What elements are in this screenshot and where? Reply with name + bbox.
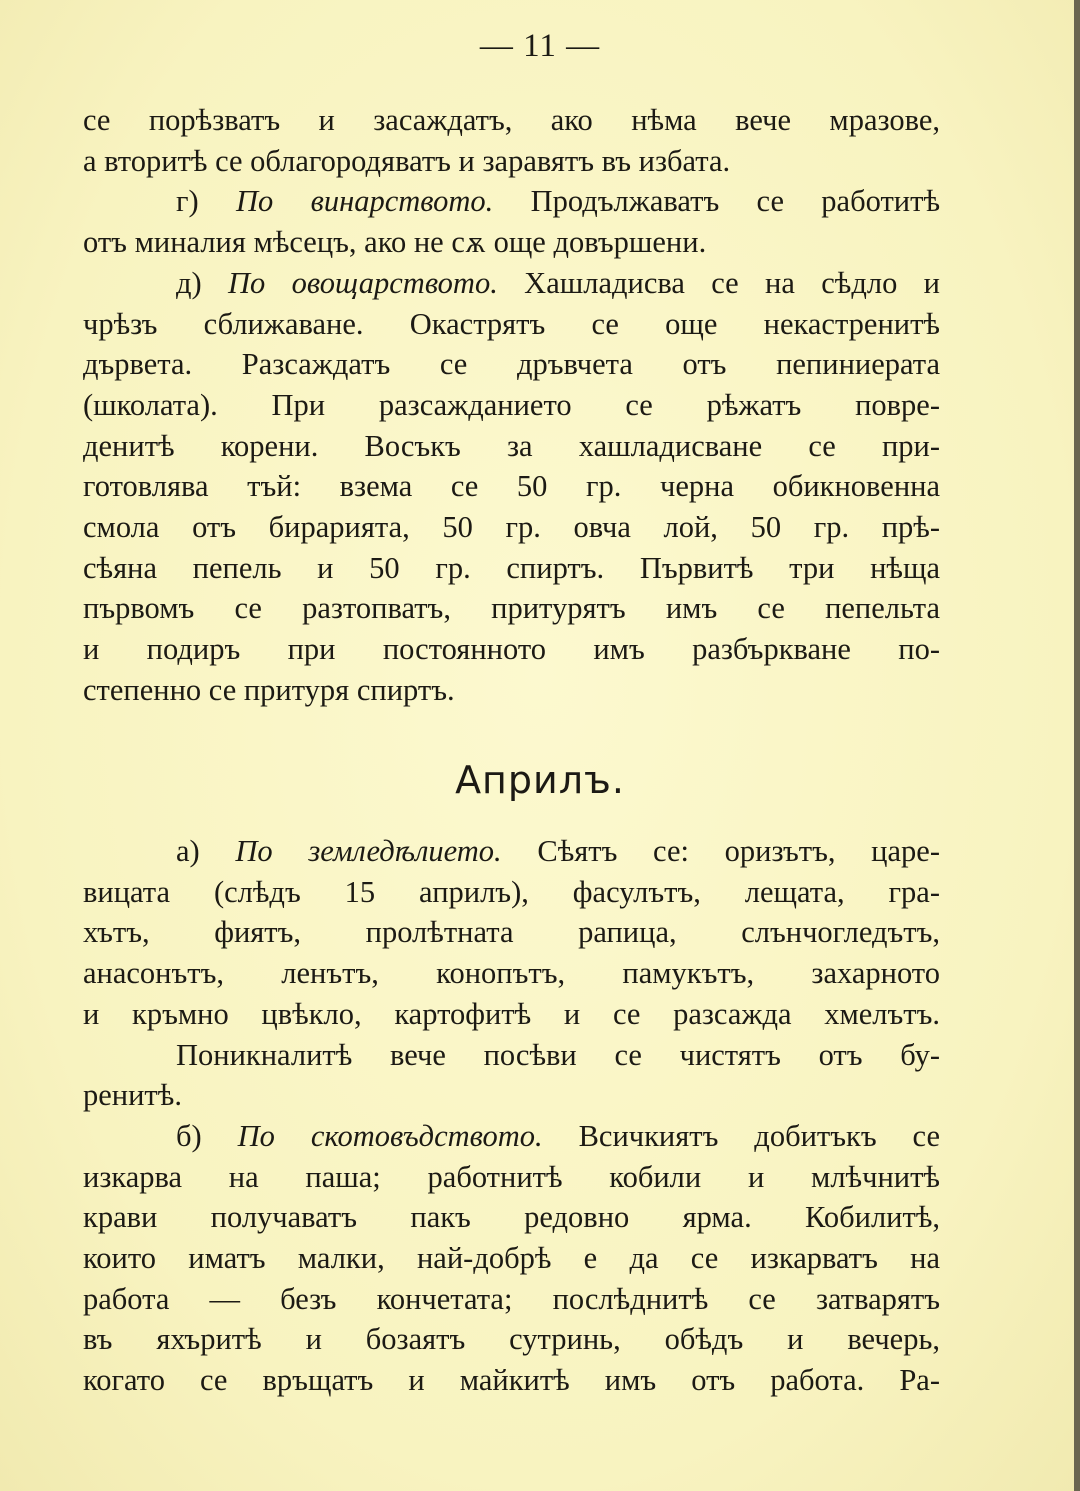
text-line — [83, 263, 940, 304]
text-line — [83, 1075, 940, 1116]
text-line — [83, 100, 940, 141]
text-line — [83, 466, 940, 507]
line-text: вицата (слѣдъ 15 априлъ), фасулътъ, лещата, гра- — [83, 874, 940, 909]
line-text: въ яхъритѣ и бозаятъ сутринь, обѣдъ и вечерь, — [83, 1322, 940, 1357]
line-text: които иматъ малки, най-добрѣ е да се изкарватъ на — [83, 1241, 940, 1276]
text-line — [83, 344, 940, 385]
text-line — [83, 304, 940, 345]
line-text: чрѣзъ сближаване. Окастрятъ се още некастренитѣ — [83, 306, 940, 341]
line-text: работа — безъ кончетата; послѣднитѣ се затварятъ — [83, 1281, 940, 1316]
paragraph-block-march — [83, 100, 940, 711]
text-line — [83, 222, 940, 263]
paragraph-block-april — [83, 831, 940, 1401]
line-text: Хашладисва се на сѣдло и — [497, 265, 940, 300]
line-text: и подиръ при постоянното имъ разбъркване по- — [83, 632, 940, 667]
line-text: Поникналитѣ вече посѣви се чистятъ отъ бу- — [176, 1037, 940, 1072]
line-text: крави получаватъ пакъ редовно ярма. Кобилитѣ, — [83, 1200, 940, 1235]
section-heading-april: Априлъ. — [455, 758, 625, 802]
subsection-title: По овощарството. — [228, 265, 498, 300]
text-line — [83, 1319, 940, 1360]
item-label: г) — [176, 184, 236, 219]
text-line — [83, 953, 940, 994]
subsection-title: По земледѣлието. — [235, 834, 502, 868]
line-text: отъ миналия мѣсецъ, ако не сѫ още довършени. — [83, 225, 707, 260]
line-text: хътъ, фиятъ, пролѣтната рапица, слънчогледътъ, — [83, 915, 940, 950]
line-text: готовлява тъй: взема се 50 гр. черна обикновенна — [83, 469, 940, 504]
line-text: и кръмно цвѣкло, картофитѣ и се разсажда хмелътъ. — [83, 996, 940, 1031]
text-line — [83, 912, 940, 953]
text-line — [83, 1116, 940, 1157]
line-text: (школата). При разсажданието се рѣжатъ повре- — [83, 387, 940, 422]
text-line — [83, 1197, 940, 1238]
line-text: изкарва на паша; работнитѣ кобили и млѣчнитѣ — [83, 1159, 940, 1194]
text-line — [83, 507, 940, 548]
item-label: д) — [176, 265, 229, 300]
text-line — [83, 1360, 940, 1401]
item-label: б) — [176, 1118, 238, 1153]
line-text: Продължаватъ се работитѣ — [493, 184, 941, 219]
line-text: се порѣзватъ и засаждатъ, ако нѣма вече мразове, — [83, 103, 940, 137]
line-text: Сѣятъ се: оризътъ, царе- — [501, 834, 940, 868]
line-text: смола отъ бирарията, 50 гр. овча лой, 50 гр. прѣ- — [83, 510, 940, 545]
line-text: Всичкиятъ добитъкъ се — [542, 1118, 940, 1153]
page-number: — 11 — — [479, 28, 601, 64]
line-text: първомъ се разтопватъ, притурятъ имъ се пепельта — [83, 591, 940, 626]
text-line — [83, 994, 940, 1035]
page-edge — [1074, 0, 1080, 1491]
text-line — [83, 588, 940, 629]
item-label: а) — [176, 834, 236, 868]
line-text: ренитѣ. — [83, 1078, 182, 1113]
line-text: когато се връщатъ и майкитѣ имъ отъ работа. Ра- — [83, 1363, 940, 1398]
text-line — [83, 670, 940, 711]
text-line — [83, 1035, 940, 1076]
line-text: степенно се притуря спиртъ. — [83, 672, 455, 707]
line-text: денитѣ корени. Восъкъ за хашладисване се при- — [83, 428, 940, 463]
text-line — [83, 831, 940, 872]
text-line — [83, 1157, 940, 1198]
text-line — [83, 385, 940, 426]
text-line — [83, 141, 940, 182]
subsection-title: По скотовъдството. — [237, 1118, 543, 1153]
text-line — [83, 548, 940, 589]
subsection-title: По винарството. — [236, 184, 494, 219]
text-line — [83, 426, 940, 467]
line-text: анасонътъ, ленътъ, конопътъ, памукътъ, захарното — [83, 956, 940, 991]
text-line — [83, 1238, 940, 1279]
text-line — [83, 1279, 940, 1320]
text-line — [83, 872, 940, 913]
line-text: а вторитѣ се облагородяватъ и заравятъ въ избата. — [83, 143, 731, 178]
line-text: дървета. Разсаждатъ се дръвчета отъ пепиниерата — [83, 347, 940, 382]
text-line — [83, 181, 940, 222]
text-line — [83, 629, 940, 670]
line-text: сѣяна пепель и 50 гр. спиртъ. Първитѣ три нѣща — [83, 550, 940, 585]
